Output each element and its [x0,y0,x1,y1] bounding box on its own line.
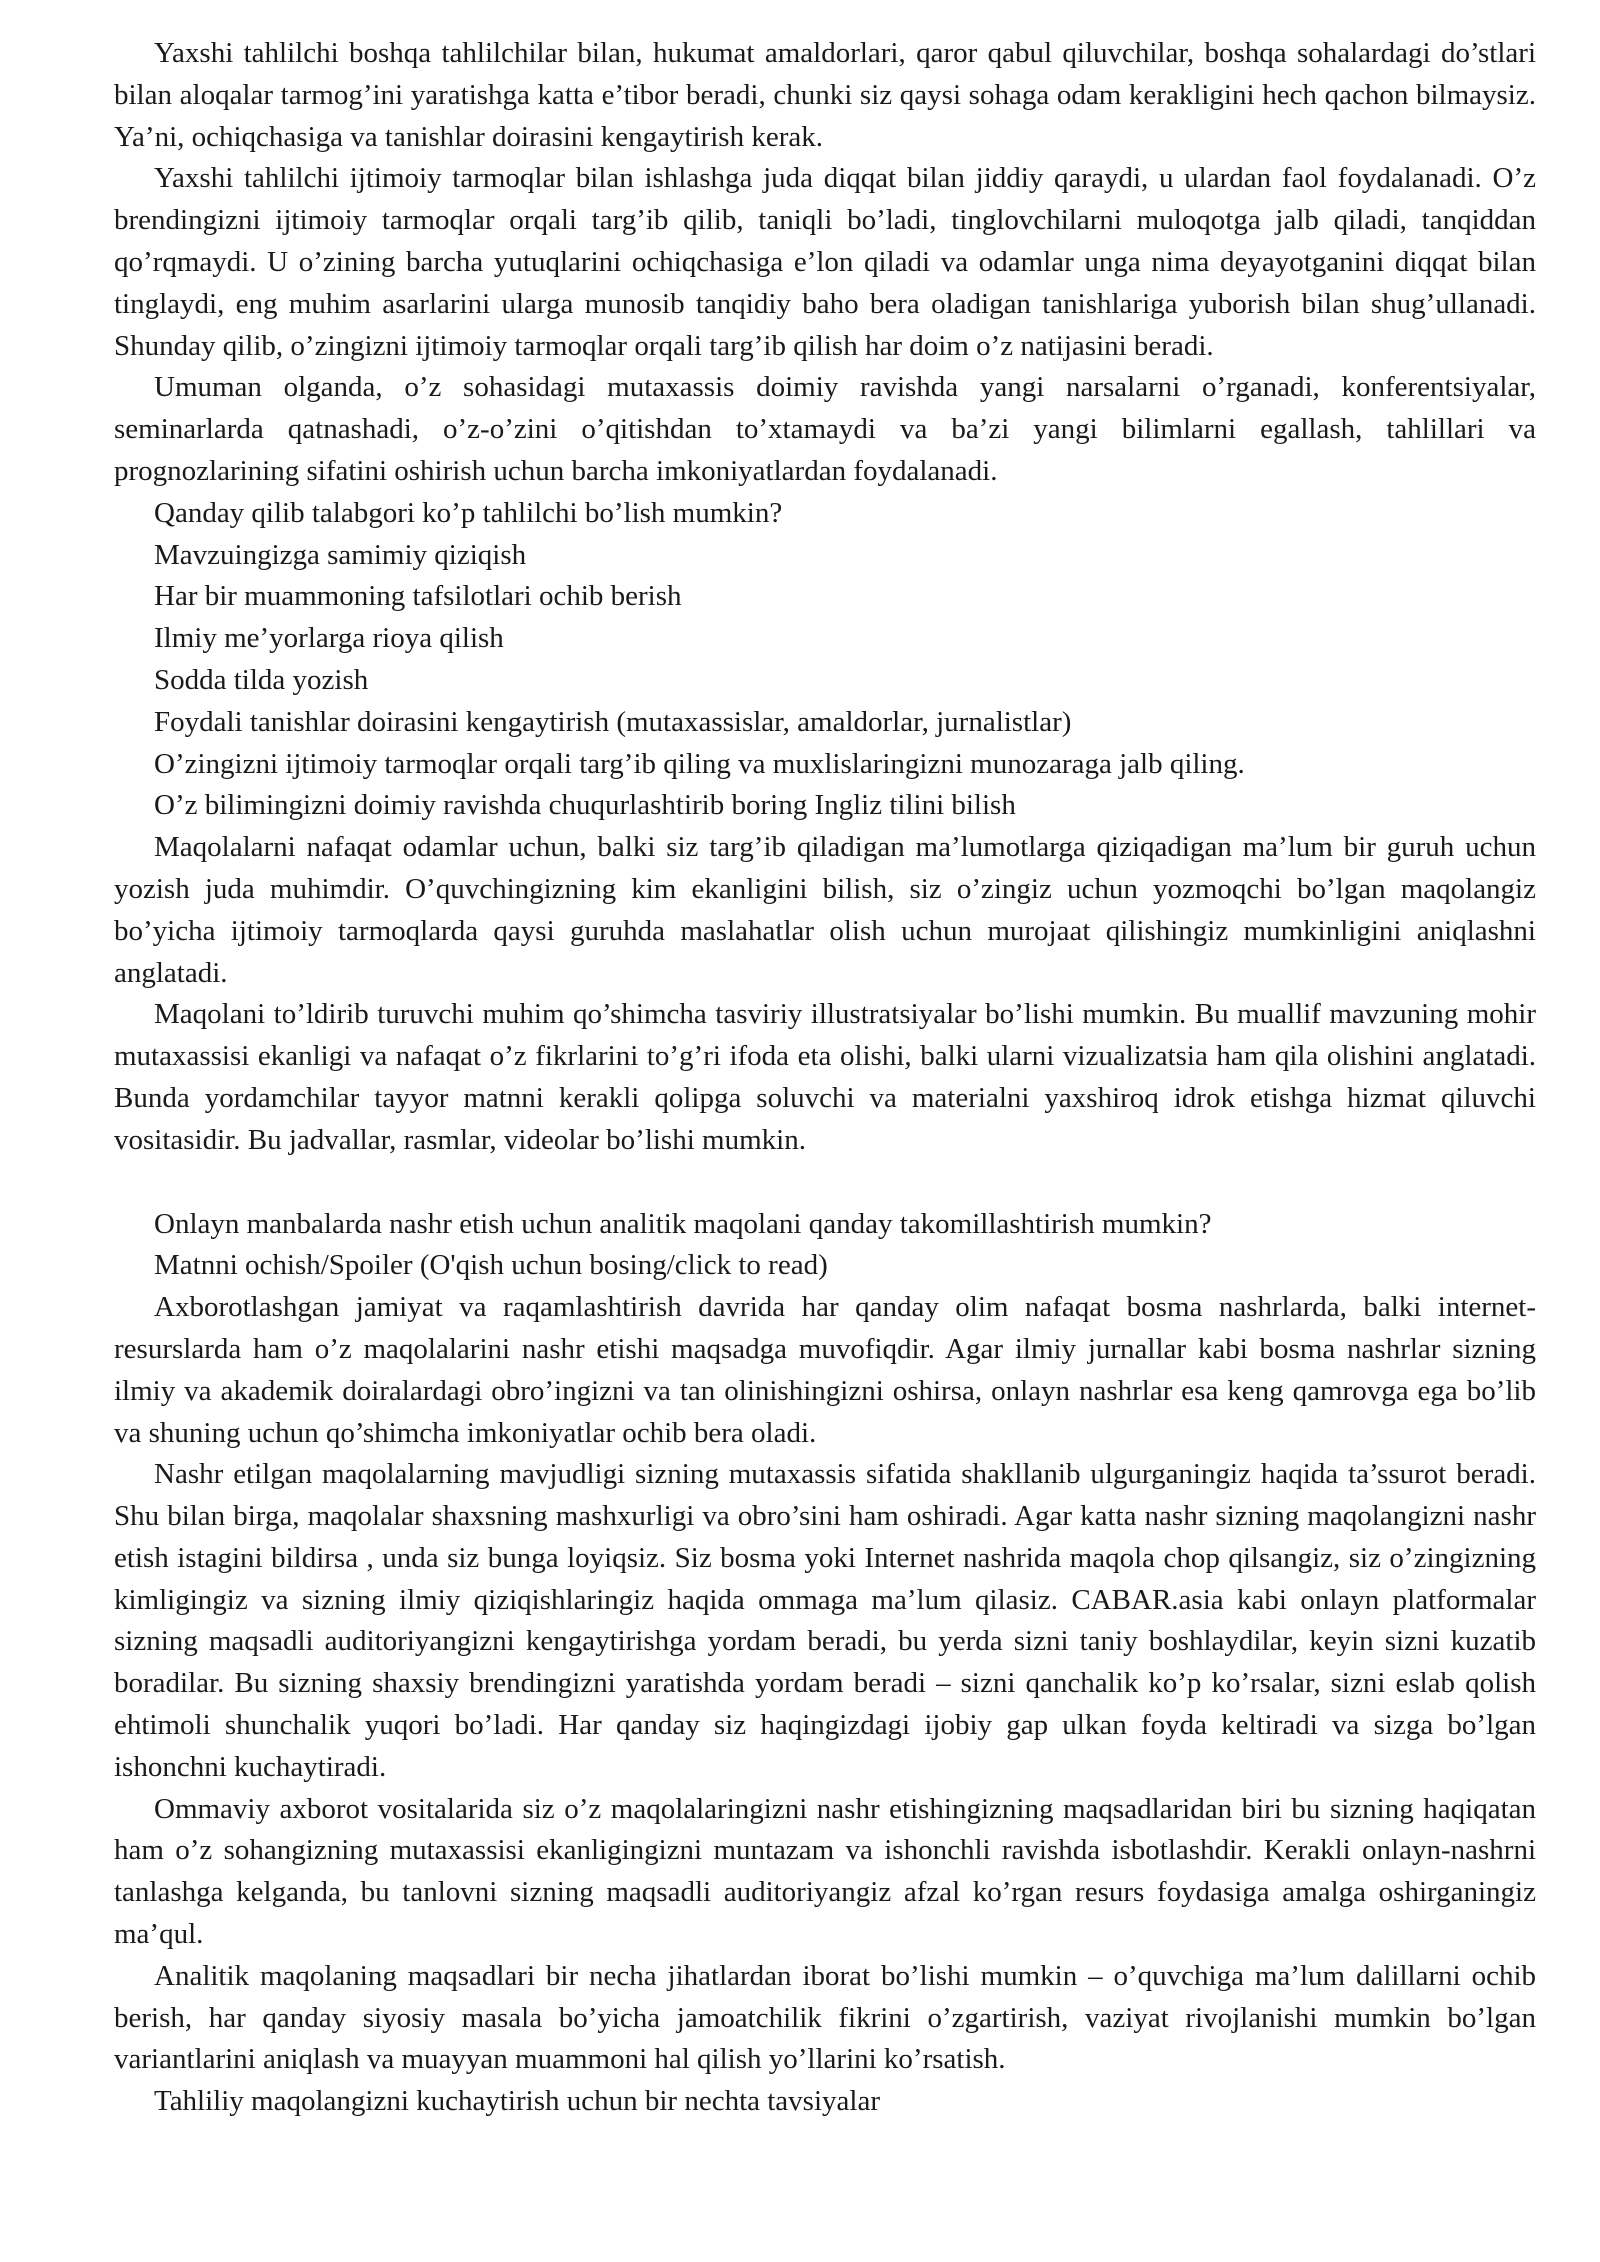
paragraph: Umuman olganda, o’z sohasidagi mutaxassis doimiy ravishda yangi narsalarni o’rganadi, konferentsiyalar, seminarlarda qatnashadi, o’z-o’zini o’qitishdan to’xtamaydi va ba’zi yangi bilimlarni egallash, tahlillari va prognozlarining sifatini oshirish uchun barcha imkoniyatlardan foydalanadi. [114,371,1536,487]
list-item: Mavzuingizga samimiy qiziqish [154,538,527,571]
list-item: Sodda tilda yozish [154,663,369,696]
spoiler-link[interactable]: Matnni ochish/Spoiler (O'qish uchun bosing/click to read) [154,1249,828,1282]
list-item: Foydali tanishlar doirasini kengaytirish (mutaxassislar, amaldorlar, jurnalistlar) [154,705,1072,738]
question-line: Qanday qilib talabgori ko’p tahlilchi bo’lish mumkin? [154,496,783,529]
list-item: O’z bilimingizni doimiy ravishda chuqurlashtirib boring Ingliz tilini bilish [154,789,1016,822]
paragraph: Ommaviy axborot vositalarida siz o’z maqolalaringizni nashr etishingizning maqsadlaridan biri bu sizning haqiqatan ham o’z sohangizning mutaxassisi ekanligingizni muntazam va ishonchli ravishda isbotlashdir. Kerakli onlayn-nashrni tanlashga kelganda, bu tanlovni sizning maqsadli auditoriyangiz afzal ko’rgan resurs foydasiga amalga oshirganingiz ma’qul. [114,1792,1536,1951]
paragraph: Axborotlashgan jamiyat va raqamlashtirish davrida har qanday olim nafaqat bosma nashrlarda, balki internet-resurslarda ham o’z maqolalarini nashr etishi maqsadga muvofiqdir. Agar ilmiy jurnallar kabi bosma nashrlar sizning ilmiy va akademik doiralardagi obro’ingizni va tan olinishingizni oshirsa, onlayn nashrlar esa keng qamrovga ega bo’lib va shuning uchun qo’shimcha imkoniyatlar ochib bera oladi. [114,1291,1536,1449]
section-heading: Onlayn manbalarda nashr etish uchun analitik maqolani qanday takomillashtirish mumkin? [154,1207,1212,1240]
paragraph: Maqolani to’ldirib turuvchi muhim qo’shimcha tasviriy illustratsiyalar bo’lishi mumkin. Bu muallif mavzuning mohir mutaxassisi ekanligi va nafaqat o’z fikrlarini to’g’ri ifoda eta olishi, balki ularni vizualizatsia ham qila olishini anglatadi. Bunda yordamchilar tayyor matnni kerakli qolipga soluvchi va materialni yaxshiroq idrok etishga hizmat qiluvchi vositasidir. Bu jadvallar, rasmlar, videolar bo’lishi mumkin. [114,998,1536,1156]
closing-line: Tahliliy maqolangizni kuchaytirish uchun bir nechta tavsiyalar [154,2085,880,2118]
list-item: Har bir muammoning tafsilotlari ochib berish [154,580,682,613]
paragraph: Yaxshi tahlilchi boshqa tahlilchilar bilan, hukumat amaldorlari, qaror qabul qiluvchilar, boshqa sohalardagi do’stlari bilan aloqalar tarmog’ini yaratishga katta e’tibor beradi, chunki siz qaysi sohaga odam kerakligini hech qachon bilmaysiz. Ya’ni, ochiqchasiga va tanishlar doirasini kengaytirish kerak. [114,37,1536,153]
paragraph: Analitik maqolaning maqsadlari bir necha jihatlardan iborat bo’lishi mumkin – o’quvchiga ma’lum dalillarni ochib berish, har qanday siyosiy masala bo’yicha jamoatchilik fikrini o’zgartirish, vaziyat rivojlanishi mumkin bo’lgan variantlarini aniqlash va muayyan muammoni hal qilish yo’llarini ko’rsatish. [114,1959,1536,2076]
paragraph: Yaxshi tahlilchi ijtimoiy tarmoqlar bilan ishlashga juda diqqat bilan jiddiy qaraydi, u ulardan faol foydalanadi. O’z brendingizni ijtimoiy tarmoqlar orqali targ’ib qilib, taniqli bo’ladi, tinglovchilarni muloqotga jalb qiladi, tanqiddan qo’rqmaydi. U o’zining barcha yutuqlarini ochiqchasiga e’lon qiladi va odamlar unga nima deyayotganini diqqat bilan tinglaydi, eng muhim asarlarini ularga munosib tanqidiy baho bera oladigan tanishlariga yuborish bilan shug’ullanadi. Shunday qilib, o’zingizni ijtimoiy tarmoqlar orqali targ’ib qilish har doim o’z natijasini beradi. [114,162,1536,362]
paragraph: Nashr etilgan maqolalarning mavjudligi sizning mutaxassis sifatida shakllanib ulgurganingiz haqida ta’ssurot beradi. Shu bilan birga, maqolalar shaxsning mashxurligi va obro’sini ham oshiradi. Agar katta nashr sizning maqolangizni nashr etish istagini bildirsa , unda siz bunga loyiqsiz. Siz bosma yoki Internet nashrida maqola chop qilsangiz, siz o’zingizning kimligingiz va sizning ilmiy qiziqishlaringiz haqida ommaga ma’lum qilasiz. CABAR.asia kabi onlayn platformalar sizning maqsadli auditoriyangizni kengaytirishga yordam beradi, bu yerda sizni taniy boshlaydilar, keyin sizni kuzatib boradilar. Bu sizning shaxsiy brendingizni yaratishda yordam beradi – sizni qanchalik ko’p ko’rsalar, sizni eslab qolish ehtimoli shunchalik yuqori bo’ladi. Har qanday siz haqingizdagi ijobiy gap ulkan foyda keltiradi va sizga bo’lgan ishonchni kuchaytiradi. [114,1458,1536,1783]
list-item: O’zingizni ijtimoiy tarmoqlar orqali targ’ib qiling va muxlislaringizni munozaraga jalb qiling. [154,747,1245,780]
paragraph: Maqolalarni nafaqat odamlar uchun, balki siz targ’ib qiladigan ma’lumotlarga qiziqadigan ma’lum bir guruh uchun yozish juda muhimdir. O’quvchingizning kim ekanligini bilish, siz o’zingiz uchun yozmoqchi bo’lgan maqolangiz bo’yicha ijtimoiy tarmoqlarda qaysi guruhda maslahatlar olish uchun murojaat qilishingiz mumkinligini aniqlashni anglatadi. [114,831,1536,989]
spacer [114,1162,1536,1204]
list-item: Ilmiy me’yorlarga rioya qilish [154,622,504,655]
